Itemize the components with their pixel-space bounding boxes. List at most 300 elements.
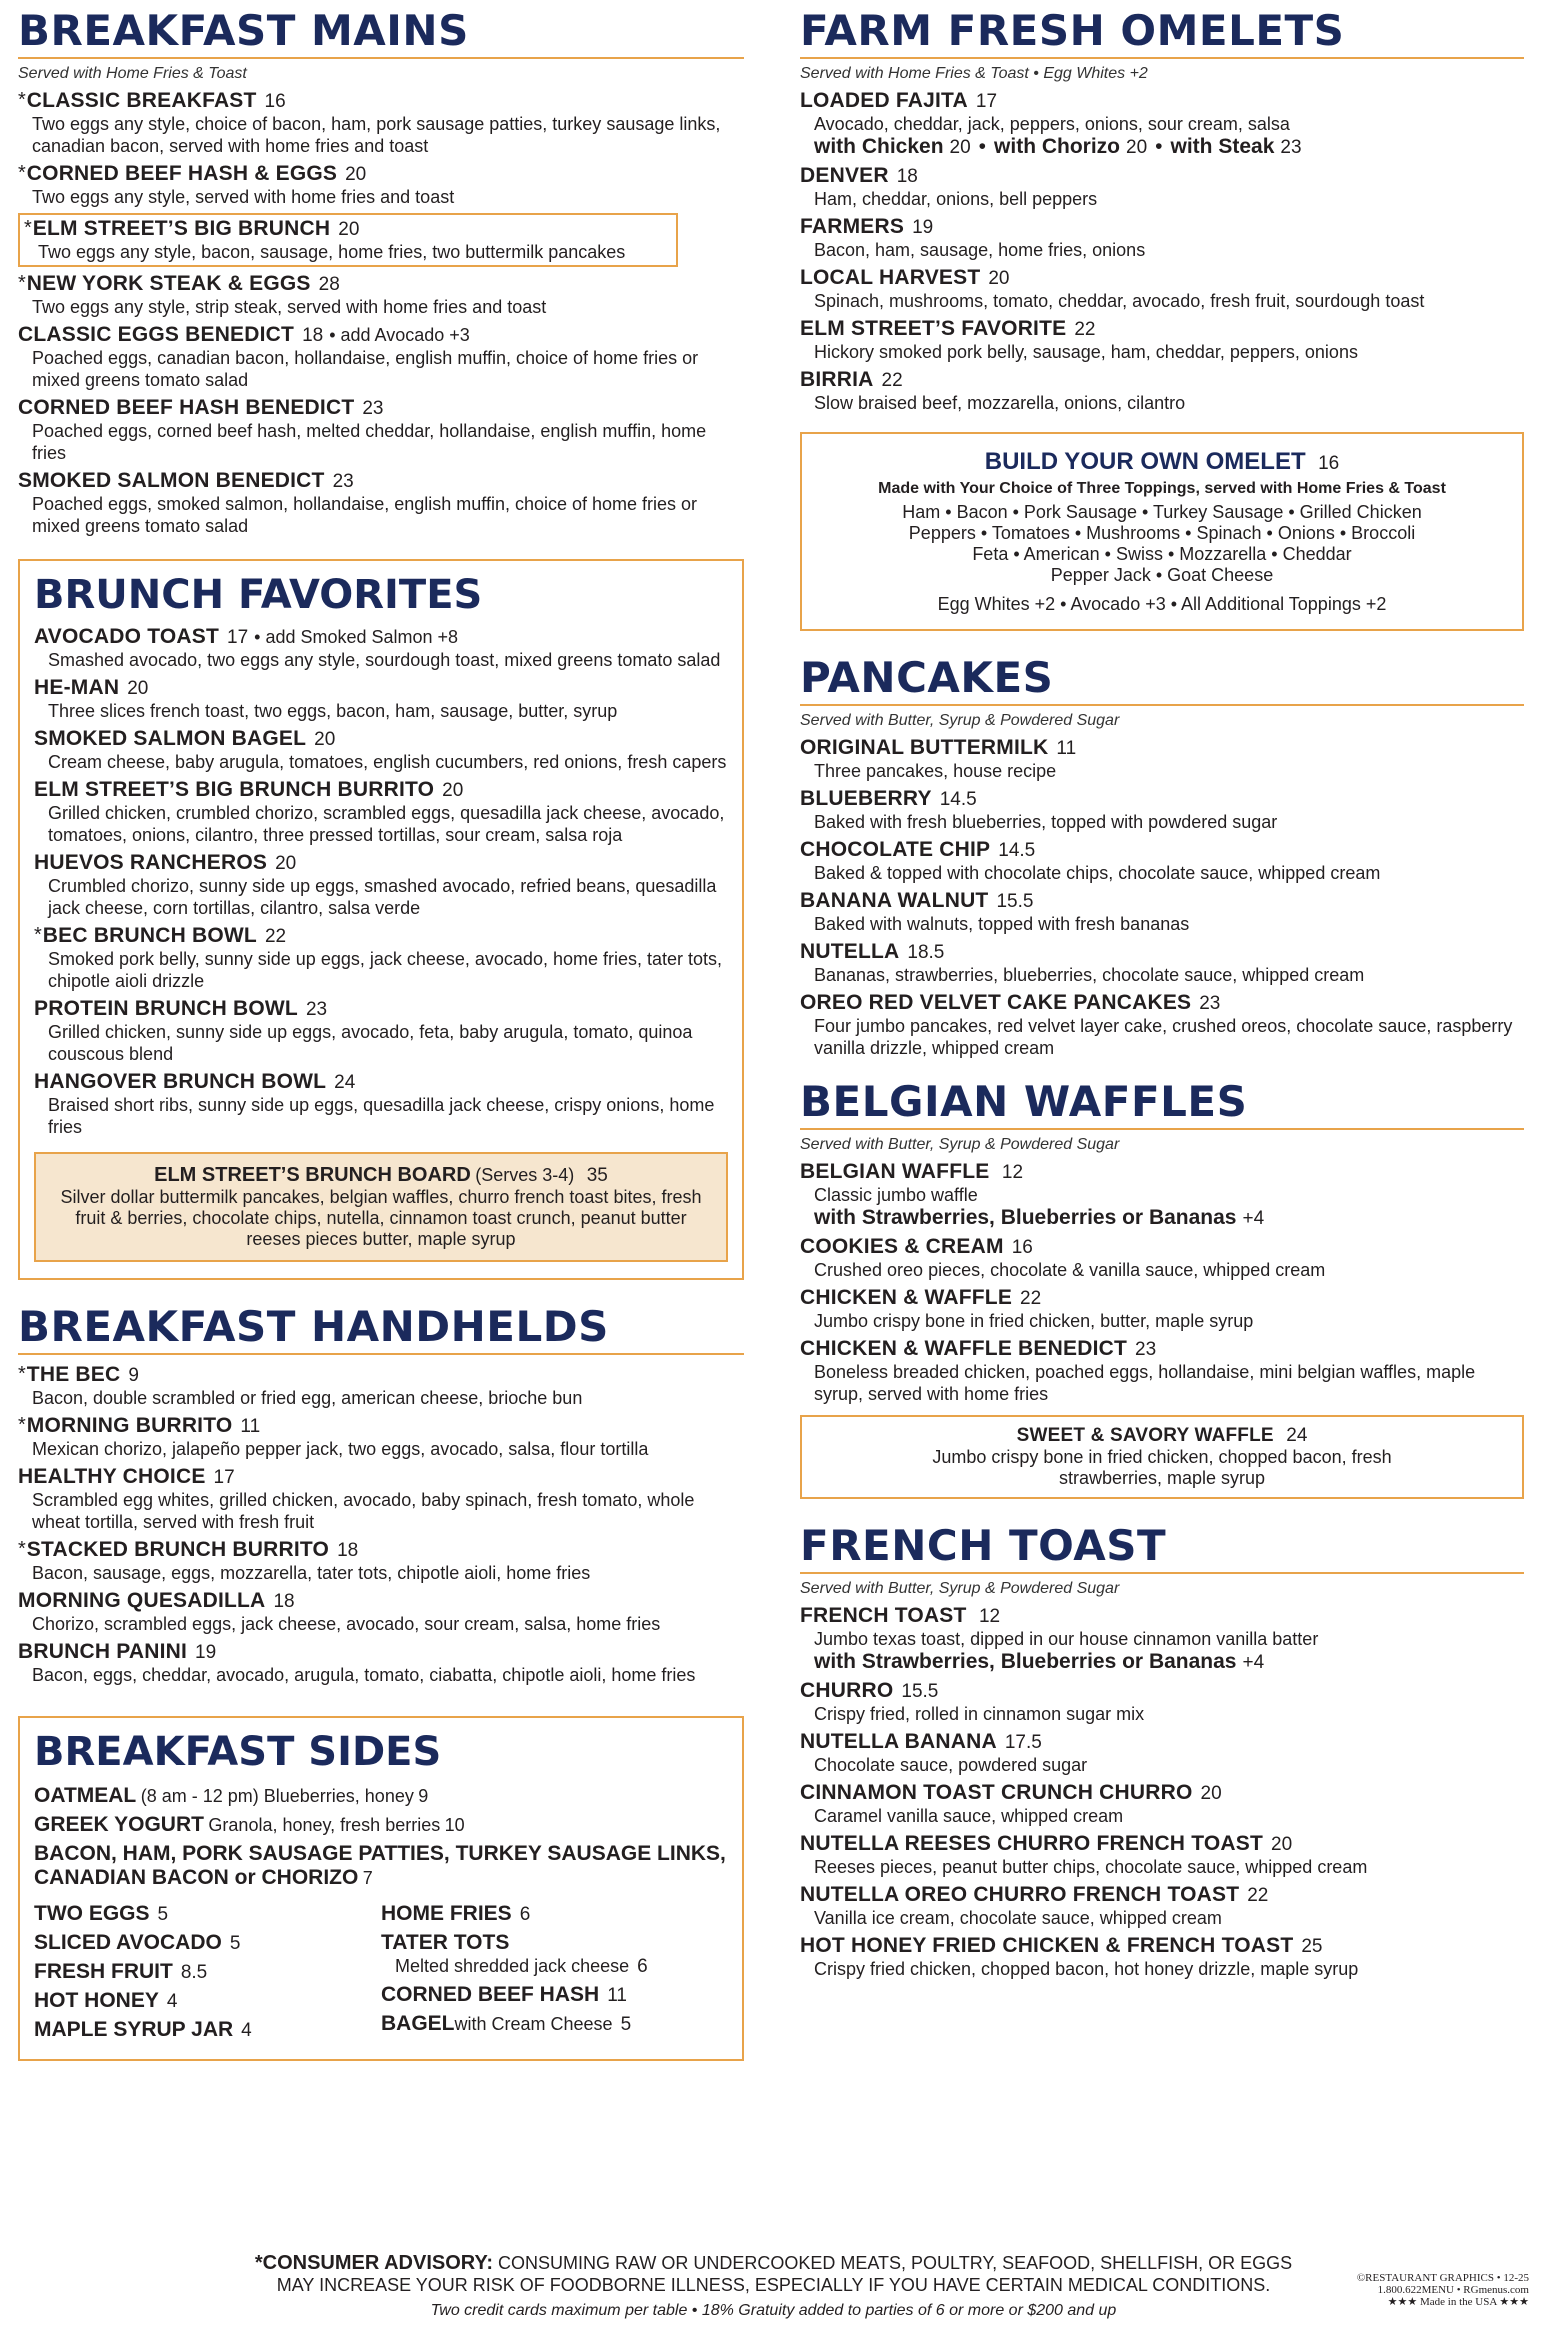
section-title: FRENCH TOAST <box>800 1525 1524 1574</box>
item-desc: Reeses pieces, peanut butter chips, chocolate sauce, whipped cream <box>814 1857 1368 1877</box>
menu-item <box>34 727 728 773</box>
item-name: CHURRO <box>800 1679 894 1702</box>
side-price: 10 <box>444 1815 465 1835</box>
item-asterisk: * <box>18 1363 26 1385</box>
item-asterisk: * <box>18 162 26 184</box>
item-desc: Bacon, double scrambled or fried egg, american cheese, brioche bun <box>32 1388 583 1408</box>
item-name: DENVER <box>800 164 889 187</box>
side-item <box>34 1960 381 1984</box>
side-price: 5 <box>157 1904 169 1925</box>
side-yogurt <box>34 1813 728 1837</box>
addon-price: +4 <box>1242 1208 1265 1229</box>
item-desc: Smashed avocado, two eggs any style, sourdough toast, mixed greens tomato salad <box>48 650 721 670</box>
menu-list <box>800 1679 1524 1980</box>
french-toast-section <box>800 1521 1524 1980</box>
item-name: CLASSIC BREAKFAST <box>26 89 257 112</box>
menu-item <box>800 787 1524 833</box>
printer-logo <box>1357 2272 1529 2308</box>
section-title: BREAKFAST SIDES <box>34 1729 442 1775</box>
item-price: 20 <box>275 853 297 874</box>
addon-price: 20 <box>949 137 971 158</box>
side-price: 8.5 <box>180 1962 208 1983</box>
separator-dot: • <box>1155 135 1163 158</box>
advisory-label: *CONSUMER ADVISORY: <box>254 2252 494 2274</box>
sides-right-column <box>381 1902 728 2047</box>
item-price: 16 <box>1011 1237 1033 1258</box>
menu-list <box>18 1363 744 1686</box>
item-price: 14.5 <box>939 789 977 810</box>
item-desc: Two eggs any style, strip steak, served with home fries and toast <box>32 297 547 317</box>
advisory-line2: MAY INCREASE YOUR RISK OF FOODBORNE ILLNESS, ESPECIALLY IF YOU HAVE CERTAIN MEDICAL CONDITIONS. <box>276 2275 1271 2295</box>
item-name: SWEET & SAVORY WAFFLE <box>1016 1425 1274 1446</box>
item-desc: Poached eggs, smoked salmon, hollandaise, english muffin, choice of home fries or mixed greens tomato salad <box>32 494 698 536</box>
menu-item <box>800 1832 1524 1878</box>
menu-item <box>800 736 1524 782</box>
item-desc: Scrambled egg whites, grilled chicken, avocado, baby spinach, fresh tomato, whole wheat tortilla, served with fresh fruit <box>32 1490 695 1532</box>
side-item <box>34 2018 381 2042</box>
menu-item <box>800 317 1524 363</box>
item-price: 15.5 <box>996 891 1034 912</box>
item-desc: Vanilla ice cream, chocolate sauce, whipped cream <box>814 1908 1222 1928</box>
byo-title: BUILD YOUR OWN OMELET <box>984 448 1306 475</box>
side-price: 5 <box>229 1933 241 1954</box>
item-desc: Crispy fried chicken, chopped bacon, hot honey drizzle, maple syrup <box>814 1959 1359 1979</box>
sides-grid <box>34 1902 728 2047</box>
brunch-board <box>34 1152 728 1262</box>
menu-item <box>800 940 1524 986</box>
item-name: BRUNCH PANINI <box>18 1640 188 1663</box>
item-price: 18 <box>273 1591 295 1612</box>
brunch-favorites-box <box>18 559 744 1280</box>
item-desc: Baked & topped with chocolate chips, chocolate sauce, whipped cream <box>814 863 1381 883</box>
item-name: BELGIAN WAFFLE <box>800 1160 990 1183</box>
item-price: 18 <box>337 1540 359 1561</box>
item-name: ELM STREET’S FAVORITE <box>800 317 1067 340</box>
item-price: 23 <box>1199 993 1221 1014</box>
right-column <box>800 0 1524 1985</box>
menu-item <box>800 368 1524 414</box>
item-price: 19 <box>912 217 934 238</box>
item-desc: Chorizo, scrambled eggs, jack cheese, avocado, sour cream, salsa, home fries <box>32 1614 661 1634</box>
item-name: BLUEBERRY <box>800 787 932 810</box>
menu-item <box>18 89 744 157</box>
menu-item <box>800 89 1524 159</box>
item-name: LOCAL HARVEST <box>800 266 981 289</box>
menu-item <box>18 1465 744 1533</box>
item-price: 20 <box>988 268 1010 289</box>
menu-item <box>34 778 728 846</box>
side-name: FRESH FRUIT <box>34 1960 173 1983</box>
item-desc: Crushed oreo pieces, chocolate & vanilla sauce, whipped cream <box>814 1260 1326 1280</box>
item-price: 9 <box>128 1365 139 1386</box>
side-note: Granola, honey, fresh berries <box>208 1815 441 1835</box>
section-title: FARM FRESH OMELETS <box>800 10 1524 59</box>
menu-list <box>34 625 728 1138</box>
pancakes-section <box>800 653 1524 1059</box>
side-name: HOT HONEY <box>34 1989 159 2012</box>
item-name: MORNING BURRITO <box>26 1414 233 1437</box>
item-price: 17 <box>975 91 998 112</box>
left-column <box>18 0 744 2061</box>
menu-item <box>34 1070 728 1138</box>
item-name: ORIGINAL BUTTERMILK <box>800 736 1049 759</box>
item-desc: Bacon, sausage, eggs, mozzarella, tater tots, chipotle aioli, home fries <box>32 1563 591 1583</box>
side-price: 9 <box>418 1786 429 1806</box>
item-price: 15.5 <box>901 1681 939 1702</box>
menu-item <box>34 625 728 671</box>
item-name: CINNAMON TOAST CRUNCH CHURRO <box>800 1781 1193 1804</box>
menu-item <box>800 164 1524 210</box>
advisory-line1: CONSUMING RAW OR UNDERCOOKED MEATS, POULTRY, SEAFOOD, SHELLFISH, OR EGGS <box>498 2253 1293 2273</box>
side-name: TWO EGGS <box>34 1902 150 1925</box>
section-title: BRUNCH FAVORITES <box>34 572 483 618</box>
item-price: 20 <box>345 164 367 185</box>
item-name: LOADED FAJITA <box>800 89 968 112</box>
board-price: 35 <box>586 1165 608 1186</box>
side-item <box>381 1931 728 1978</box>
item-desc: Mexican chorizo, jalapeño pepper jack, two eggs, avocado, salsa, flour tortilla <box>32 1439 649 1459</box>
item-price: 12 <box>1001 1162 1024 1183</box>
separator-dot: • <box>978 135 987 158</box>
item-name: ELM STREET’S BIG BRUNCH <box>32 217 331 240</box>
addon-price: 23 <box>1280 137 1302 158</box>
side-price: 4 <box>166 1991 178 2012</box>
byo-toppings-line: Pepper Jack • Goat Cheese <box>1050 565 1274 585</box>
menu-item <box>18 162 744 208</box>
item-addon <box>800 1650 1524 1674</box>
item-name: THE BEC <box>26 1363 121 1386</box>
addon-label: with Strawberries, Blueberries or Bananas <box>814 1650 1237 1673</box>
addon-price: 20 <box>1126 137 1148 158</box>
section-subtitle: Served with Butter, Syrup & Powdered Sugar <box>800 1136 1120 1153</box>
menu-item <box>18 396 744 464</box>
menu-item <box>800 838 1524 884</box>
item-price: 18.5 <box>907 942 945 963</box>
item-price: 22 <box>881 370 903 391</box>
item-price: 20 <box>314 729 336 750</box>
item-name: OREO RED VELVET CAKE PANCAKES <box>800 991 1192 1014</box>
side-item <box>34 1989 381 2013</box>
section-subtitle: Served with Butter, Syrup & Powdered Sugar <box>800 1580 1120 1597</box>
item-price: 24 <box>1286 1425 1308 1446</box>
item-price: 23 <box>332 471 354 492</box>
item-price: 23 <box>362 398 384 419</box>
board-name: ELM STREET’S BRUNCH BOARD <box>154 1164 471 1186</box>
item-name: HUEVOS RANCHEROS <box>34 851 268 874</box>
item-asterisk: * <box>34 924 42 946</box>
section-title: BREAKFAST MAINS <box>18 10 744 59</box>
side-price: 6 <box>519 1904 531 1925</box>
item-asterisk: * <box>24 217 32 239</box>
omelets-section <box>800 6 1524 414</box>
side-note: with Cream Cheese <box>454 2014 613 2034</box>
item-price: 20 <box>338 219 360 240</box>
logo-line: 1.800.622MENU • RGmenus.com <box>1377 2284 1529 2296</box>
menu-item <box>800 266 1524 312</box>
item-name: CORNED BEEF HASH & EGGS <box>26 162 338 185</box>
menu-item <box>800 1286 1524 1332</box>
item-name: HOT HONEY FRIED CHICKEN & FRENCH TOAST <box>800 1934 1294 1957</box>
item-desc: Poached eggs, canadian bacon, hollandaise, english muffin, choice of home fries or mixed greens tomato salad <box>32 348 699 390</box>
item-price: 17.5 <box>1004 1732 1042 1753</box>
item-price: 16 <box>264 91 286 112</box>
menu-item <box>800 1160 1524 1230</box>
item-asterisk: * <box>18 1414 26 1436</box>
item-price: 20 <box>127 678 149 699</box>
item-name: BIRRIA <box>800 368 874 391</box>
item-price: 23 <box>1135 1339 1157 1360</box>
board-serves: (Serves 3-4) <box>475 1165 575 1185</box>
side-price: 11 <box>607 1985 627 2006</box>
item-name: HE-MAN <box>34 676 120 699</box>
section-subtitle: Served with Home Fries & Toast • Egg Whites +2 <box>800 65 1148 82</box>
item-price: 24 <box>334 1072 356 1093</box>
menu-item <box>800 1679 1524 1725</box>
menu-item <box>800 991 1524 1059</box>
item-name: BANANA WALNUT <box>800 889 989 912</box>
item-desc: Baked with walnuts, topped with fresh bananas <box>814 914 1190 934</box>
sides-left-column <box>34 1902 381 2047</box>
item-desc: Bacon, eggs, cheddar, avocado, arugula, tomato, ciabatta, chipotle aioli, home fries <box>32 1665 696 1685</box>
item-desc: Avocado, cheddar, jack, peppers, onions, sour cream, salsa <box>814 114 1290 134</box>
menu-item <box>18 1538 744 1584</box>
item-name: NUTELLA REESES CHURRO FRENCH TOAST <box>800 1832 1263 1855</box>
item-desc: Bacon, ham, sausage, home fries, onions <box>814 240 1146 260</box>
fajita-addons <box>800 135 1524 159</box>
item-price: 18 <box>896 166 918 187</box>
item-desc: Slow braised beef, mozzarella, onions, cilantro <box>814 393 1186 413</box>
logo-line: ★★★ Made in the USA ★★★ <box>1387 2296 1529 2308</box>
item-name: NUTELLA BANANA <box>800 1730 997 1753</box>
menu-list <box>800 1235 1524 1405</box>
menu-list <box>18 89 744 537</box>
menu-item <box>800 1883 1524 1929</box>
menu-item <box>18 323 744 391</box>
item-desc: Boneless breaded chicken, poached eggs, hollandaise, mini belgian waffles, maple syrup, served with home fries <box>814 1362 1476 1404</box>
menu-item <box>800 1934 1524 1980</box>
side-name: BACON, HAM, PORK SAUSAGE PATTIES, TURKEY SAUSAGE LINKS, CANADIAN BACON or CHORIZO <box>34 1842 726 1889</box>
item-name: CHOCOLATE CHIP <box>800 838 991 861</box>
item-desc: Caramel vanilla sauce, whipped cream <box>814 1806 1124 1826</box>
item-desc: Hickory smoked pork belly, sausage, ham, cheddar, peppers, onions <box>814 342 1358 362</box>
item-price: 20 <box>1271 1834 1293 1855</box>
menu-item <box>800 215 1524 261</box>
item-desc: Ham, cheddar, onions, bell peppers <box>814 189 1098 209</box>
side-name: MAPLE SYRUP JAR <box>34 2018 234 2041</box>
item-name: NUTELLA <box>800 940 900 963</box>
item-price: 28 <box>318 274 340 295</box>
item-price: 22 <box>264 926 287 947</box>
item-price: 12 <box>978 1606 1001 1627</box>
item-desc: Poached eggs, corned beef hash, melted cheddar, hollandaise, english muffin, home fries <box>32 421 707 463</box>
item-desc: Jumbo texas toast, dipped in our house cinnamon vanilla batter <box>814 1629 1319 1649</box>
side-price: 4 <box>241 2020 252 2041</box>
item-addon <box>800 1206 1524 1230</box>
item-price: 20 <box>442 780 464 801</box>
side-item <box>381 2012 728 2036</box>
item-desc: Bananas, strawberries, blueberries, chocolate sauce, whipped cream <box>814 965 1365 985</box>
fine-print: Two credit cards maximum per table • 18% Gratuity added to parties of 6 or more or $200 and up <box>430 2302 1117 2319</box>
byo-price: 16 <box>1318 453 1340 474</box>
side-item <box>381 1902 728 1926</box>
item-name: CLASSIC EGGS BENEDICT <box>18 323 295 346</box>
section-subtitle: Served with Butter, Syrup & Powdered Sugar <box>800 712 1120 729</box>
addon-label: with Chicken <box>814 135 944 158</box>
item-name: CHICKEN & WAFFLE BENEDICT <box>800 1337 1127 1360</box>
side-meats <box>34 1842 728 1890</box>
side-price: 5 <box>620 2014 632 2035</box>
side-price: 7 <box>362 1868 373 1888</box>
item-price: 25 <box>1301 1936 1323 1957</box>
item-desc: Three slices french toast, two eggs, bacon, ham, sausage, butter, syrup <box>48 701 618 721</box>
item-name: AVOCADO TOAST <box>34 625 219 648</box>
item-desc: Two eggs any style, bacon, sausage, home fries, two buttermilk pancakes <box>38 242 626 262</box>
addon-label: with Strawberries, Blueberries or Bananas <box>814 1206 1237 1229</box>
byo-omelet-box <box>800 432 1524 631</box>
item-desc: Two eggs any style, served with home fries and toast <box>32 187 455 207</box>
item-desc: Chocolate sauce, powdered sugar <box>814 1755 1088 1775</box>
menu-item <box>800 1781 1524 1827</box>
menu-item <box>18 1589 744 1635</box>
item-name: CORNED BEEF HASH BENEDICT <box>18 396 355 419</box>
item-price: 22 <box>1020 1288 1042 1309</box>
item-asterisk: * <box>18 272 26 294</box>
item-desc: Crispy fried, rolled in cinnamon sugar mix <box>814 1704 1145 1724</box>
item-desc: Grilled chicken, sunny side up eggs, avocado, feta, baby arugula, tomato, quinoa couscous blend <box>48 1022 693 1064</box>
menu-item <box>800 1337 1524 1405</box>
item-desc: Cream cheese, baby arugula, tomatoes, english cucumbers, red onions, fresh capers <box>48 752 727 772</box>
sweet-savory-box <box>800 1415 1524 1499</box>
byo-subtitle: Made with Your Choice of Three Toppings, served with Home Fries & Toast <box>878 480 1446 497</box>
side-name: OATMEAL <box>34 1784 137 1807</box>
menu-item <box>800 1604 1524 1674</box>
item-asterisk: * <box>18 1538 26 1560</box>
item-desc: Two eggs any style, choice of bacon, ham, pork sausage patties, turkey sausage links, canadian bacon, served with home fries and toast <box>32 114 721 156</box>
side-price: 6 <box>637 1956 648 1977</box>
item-price: 23 <box>305 999 328 1020</box>
section-title: BREAKFAST HANDHELDS <box>18 1306 744 1355</box>
side-name: CORNED BEEF HASH <box>381 1983 600 2006</box>
item-desc: Four jumbo pancakes, red velvet layer cake, crushed oreos, chocolate sauce, raspberry vanilla drizzle, whipped cream <box>814 1016 1513 1058</box>
byo-extras: Egg Whites +2 • Avocado +3 • All Additional Toppings +2 <box>937 594 1387 614</box>
item-desc: Classic jumbo waffle <box>814 1185 978 1205</box>
board-desc: Silver dollar buttermilk pancakes, belgian waffles, churro french toast bites, fresh fruit & berries, chocolate chips, nutella, cinnamon toast crunch, peanut butter reeses pieces butter, maple syrup <box>60 1187 702 1249</box>
addon-label: with Chorizo <box>994 135 1121 158</box>
addon-price: +4 <box>1242 1652 1265 1673</box>
side-note: (8 am - 12 pm) Blueberries, honey <box>140 1786 414 1806</box>
consumer-advisory <box>0 2252 1547 2296</box>
item-desc: Three pancakes, house recipe <box>814 761 1057 781</box>
waffles-section <box>800 1077 1524 1499</box>
item-name: FRENCH TOAST <box>800 1604 967 1627</box>
item-name: NUTELLA OREO CHURRO FRENCH TOAST <box>800 1883 1240 1906</box>
menu-item <box>34 997 728 1065</box>
section-subtitle: Served with Home Fries & Toast <box>18 65 247 82</box>
item-price: 22 <box>1247 1885 1269 1906</box>
item-name: HEALTHY CHOICE <box>18 1465 206 1488</box>
item-extra: • add Avocado +3 <box>329 325 470 345</box>
footer <box>0 2252 1547 2320</box>
side-name: GREEK YOGURT <box>34 1813 204 1836</box>
menu-item <box>800 1730 1524 1776</box>
item-desc: Jumbo crispy bone in fried chicken, butter, maple syrup <box>814 1311 1254 1331</box>
menu-item <box>800 889 1524 935</box>
item-desc: Baked with fresh blueberries, topped with powdered sugar <box>814 812 1278 832</box>
item-name: COOKIES & CREAM <box>800 1235 1004 1258</box>
item-name: HANGOVER BRUNCH BOWL <box>34 1070 327 1093</box>
side-item <box>34 1902 381 1926</box>
side-name: TATER TOTS <box>381 1931 510 1954</box>
item-name: FARMERS <box>800 215 905 238</box>
item-name: STACKED BRUNCH BURRITO <box>26 1538 330 1561</box>
breakfast-mains-section <box>18 6 744 537</box>
side-name: HOME FRIES <box>381 1902 512 1925</box>
item-asterisk: * <box>18 89 26 111</box>
item-price: 19 <box>195 1642 217 1663</box>
item-name: NEW YORK STEAK & EGGS <box>26 272 311 295</box>
side-oatmeal <box>34 1784 728 1808</box>
item-price: 18 <box>302 325 324 346</box>
breakfast-handhelds-section <box>18 1302 744 1686</box>
item-name: MORNING QUESADILLA <box>18 1589 266 1612</box>
item-desc: Spinach, mushrooms, tomato, cheddar, avocado, fresh fruit, sourdough toast <box>814 291 1425 311</box>
menu-item <box>34 851 728 919</box>
item-price: 20 <box>1200 1783 1222 1804</box>
item-desc: Grilled chicken, crumbled chorizo, scrambled eggs, quesadilla jack cheese, avocado, tomatoes, onions, cilantro, three pressed tortillas, sour cream, salsa roja <box>48 803 725 845</box>
section-title: PANCAKES <box>800 657 1524 706</box>
menu-item <box>34 676 728 722</box>
item-desc: Smoked pork belly, sunny side up eggs, jack cheese, avocado, home fries, tater tots, chipotle aioli drizzle <box>48 949 723 991</box>
side-item <box>381 1983 728 2007</box>
item-name: SMOKED SALMON BAGEL <box>34 727 307 750</box>
item-price: 11 <box>240 1416 261 1437</box>
byo-toppings-line: Ham • Bacon • Pork Sausage • Turkey Sausage • Grilled Chicken <box>902 502 1422 522</box>
item-price: 17 <box>227 627 249 648</box>
byo-toppings-line: Feta • American • Swiss • Mozzarella • Cheddar <box>972 544 1352 564</box>
menu-item <box>18 1640 744 1686</box>
item-name: PROTEIN BRUNCH BOWL <box>34 997 298 1020</box>
menu-item <box>18 272 744 318</box>
item-name: SMOKED SALMON BENEDICT <box>18 469 325 492</box>
side-note: Melted shredded jack cheese <box>395 1956 630 1976</box>
menu-list <box>800 736 1524 1059</box>
item-desc: Crumbled chorizo, sunny side up eggs, smashed avocado, refried beans, quesadilla jack cheese, corn tortillas, cilantro, salsa verde <box>48 876 717 918</box>
addon-label: with Steak <box>1170 135 1275 158</box>
byo-toppings-line: Peppers • Tomatoes • Mushrooms • Spinach • Onions • Broccoli <box>908 523 1416 543</box>
item-price: 14.5 <box>998 840 1036 861</box>
menu-item <box>18 1363 744 1409</box>
item-desc: Braised short ribs, sunny side up eggs, quesadilla jack cheese, crispy onions, home fries <box>48 1095 715 1137</box>
item-name: CHICKEN & WAFFLE <box>800 1286 1013 1309</box>
menu-item <box>800 1235 1524 1281</box>
section-title: BELGIAN WAFFLES <box>800 1081 1524 1130</box>
side-item <box>34 1931 381 1955</box>
item-price: 17 <box>213 1467 235 1488</box>
menu-list <box>800 89 1524 414</box>
menu-item <box>34 924 728 992</box>
menu-item <box>18 1414 744 1460</box>
side-name: BAGEL <box>381 2012 455 2035</box>
item-desc: Jumbo crispy bone in fried chicken, chopped bacon, fresh strawberries, maple syrup <box>932 1447 1392 1488</box>
item-name: ELM STREET’S BIG BRUNCH BURRITO <box>34 778 435 801</box>
menu-item <box>18 213 678 267</box>
side-note-line <box>381 1955 728 1978</box>
menu-item <box>18 469 744 537</box>
breakfast-sides-box <box>18 1716 744 2061</box>
item-price: 11 <box>1056 738 1077 759</box>
side-name: SLICED AVOCADO <box>34 1931 222 1954</box>
item-name: BEC BRUNCH BOWL <box>42 924 257 947</box>
